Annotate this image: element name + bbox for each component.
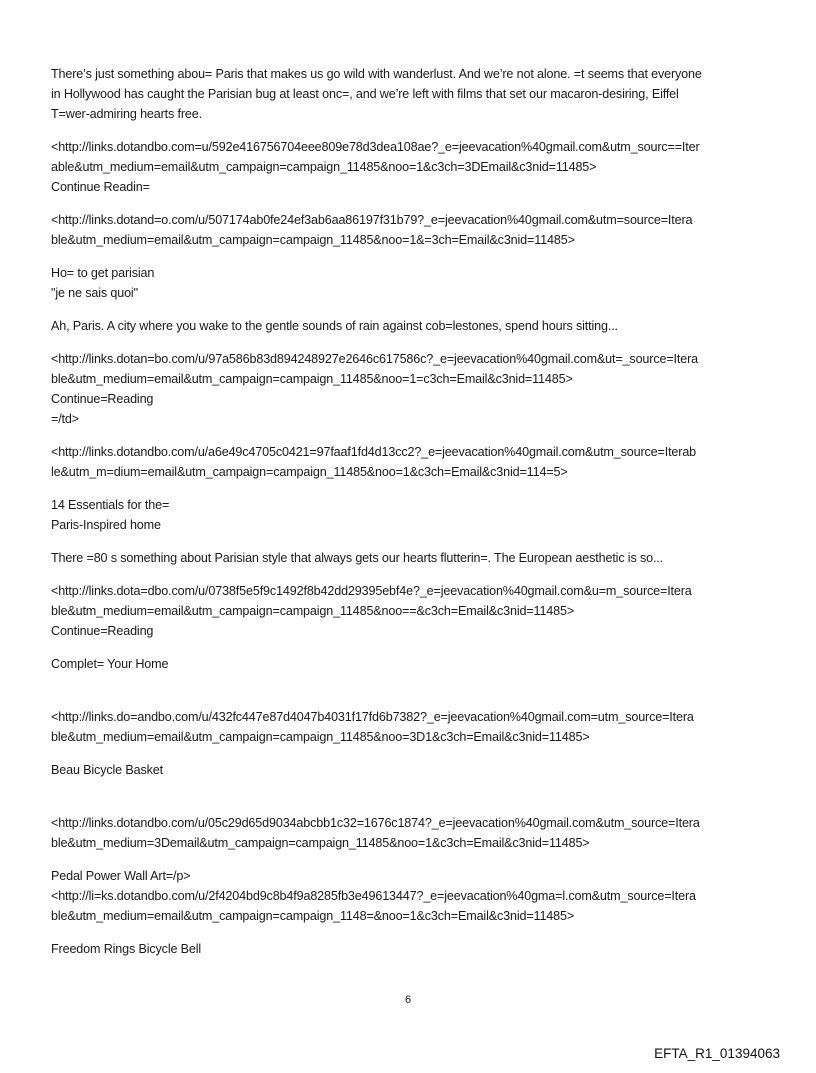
heading-line: Complet= Your Home [51, 657, 169, 671]
product-name: Pedal Power Wall Art=/p> [51, 869, 191, 883]
continue-reading-text: Continue=Reading [51, 624, 154, 638]
paragraph-line: There =80 s something about Parisian style that always gets our hearts flutterin=. The European aesthetic is so... [51, 551, 664, 565]
paragraph-line: in Hollywood has caught the Parisian bug at least onc=, and we’re left with films that set our macaron-desiring, Eiffel [51, 87, 679, 101]
heading-line: Paris-Inspired home [51, 518, 161, 532]
heading-line: Ho= to get parisian [51, 266, 155, 280]
link-line[interactable]: ble&utm_medium=email&utm_campaign=campaign_11485&noo=1&=3ch=Email&c3nid=11485> [51, 233, 575, 247]
link-line[interactable]: <http://links.dotand=o.com/u/507174ab0fe24ef3ab6aa86197f31b79?_e=jeevacation%40gmail.com&utm=source=Itera [51, 213, 693, 227]
link-line[interactable]: <http://links.do=andbo.com/u/432fc447e87d4047b4031f17fd6b7382?_e=jeevacation%40gmail.com=utm_source=Itera [51, 710, 694, 724]
heading-line: 14 Essentials for the= [51, 498, 170, 512]
link-line[interactable]: ble&utm_medium=email&utm_campaign=campaign_11485&noo=3D1&c3ch=Email&c3nid=11485> [51, 730, 590, 744]
continue-reading-text: Continue Readin= [51, 180, 150, 194]
paragraph-line: There’s just something abou= Paris that makes us go wild with wanderlust. And we’re not alone. =t seems that everyone [51, 67, 702, 81]
continue-reading-text: Continue=Reading [51, 392, 154, 406]
link-line[interactable]: ble&utm_medium=email&utm_campaign=campaign_1148=&noo=1&c3ch=Email&c3nid=11485> [51, 909, 575, 923]
heading-line: "je ne sais quoi" [51, 286, 138, 300]
link-line[interactable]: ble&utm_medium=email&utm_campaign=campaign_11485&noo==&c3ch=Email&c3nid=11485> [51, 604, 575, 618]
link-line[interactable]: able&utm_medium=email&utm_campaign=campaign_11485&noo=1&c3ch=3DEmail&c3nid=11485> [51, 160, 597, 174]
product-name: Beau Bicycle Basket [51, 763, 163, 777]
page-number: 6 [404, 994, 412, 1006]
product-name: Freedom Rings Bicycle Bell [51, 942, 202, 956]
markup-fragment: =/td> [51, 412, 79, 426]
link-line[interactable]: <http://links.dotandbo.com/u/05c29d65d9034abcbb1c32=1676c1874?_e=jeevacation%40gmail.com&utm_source=Itera [51, 816, 700, 830]
link-line[interactable]: <http://li=ks.dotandbo.com/u/2f4204bd9c8b4f9a8285fb3e49613447?_e=jeevacation%40gma=l.com&utm_source=Itera [51, 889, 696, 903]
link-line[interactable]: <http://links.dotandbo.com=u/592e416756704eee809e78d3dea108ae?_e=jeevacation%40gmail.com&utm_sourc==Iter [51, 140, 700, 154]
footer-document-id: EFTA_R1_01394063 [654, 1046, 780, 1061]
paragraph-line: Ah, Paris. A city where you wake to the gentle sounds of rain against cob=lestones, spend hours sitting... [51, 319, 618, 333]
paragraph-line: T=wer-admiring hearts free. [51, 107, 202, 121]
link-line[interactable]: <http://links.dotan=bo.com/u/97a586b83d894248927e2646c617586c?_e=jeevacation%40gmail.com&ut=_source=Itera [51, 352, 698, 366]
link-line[interactable]: le&utm_m=dium=email&utm_campaign=campaign_11485&noo=1&c3ch=Email&c3nid=114=5> [51, 465, 568, 479]
link-line[interactable]: <http://links.dotandbo.com/u/a6e49c4705c0421=97faaf1fd4d13cc2?_e=jeevacation%40gmail.com&utm_source=Iterab [51, 445, 697, 459]
link-line[interactable]: ble&utm_medium=3Demail&utm_campaign=campaign_11485&noo=1&c3ch=Email&c3nid=11485> [51, 836, 590, 850]
link-line[interactable]: ble&utm_medium=email&utm_campaign=campaign_11485&noo=1=c3ch=Email&c3nid=11485> [51, 372, 573, 386]
link-line[interactable]: <http://links.dota=dbo.com/u/0738f5e5f9c1492f8b42dd29395ebf4e?_e=jeevacation%40gmail.com&u=m_source=Itera [51, 584, 692, 598]
